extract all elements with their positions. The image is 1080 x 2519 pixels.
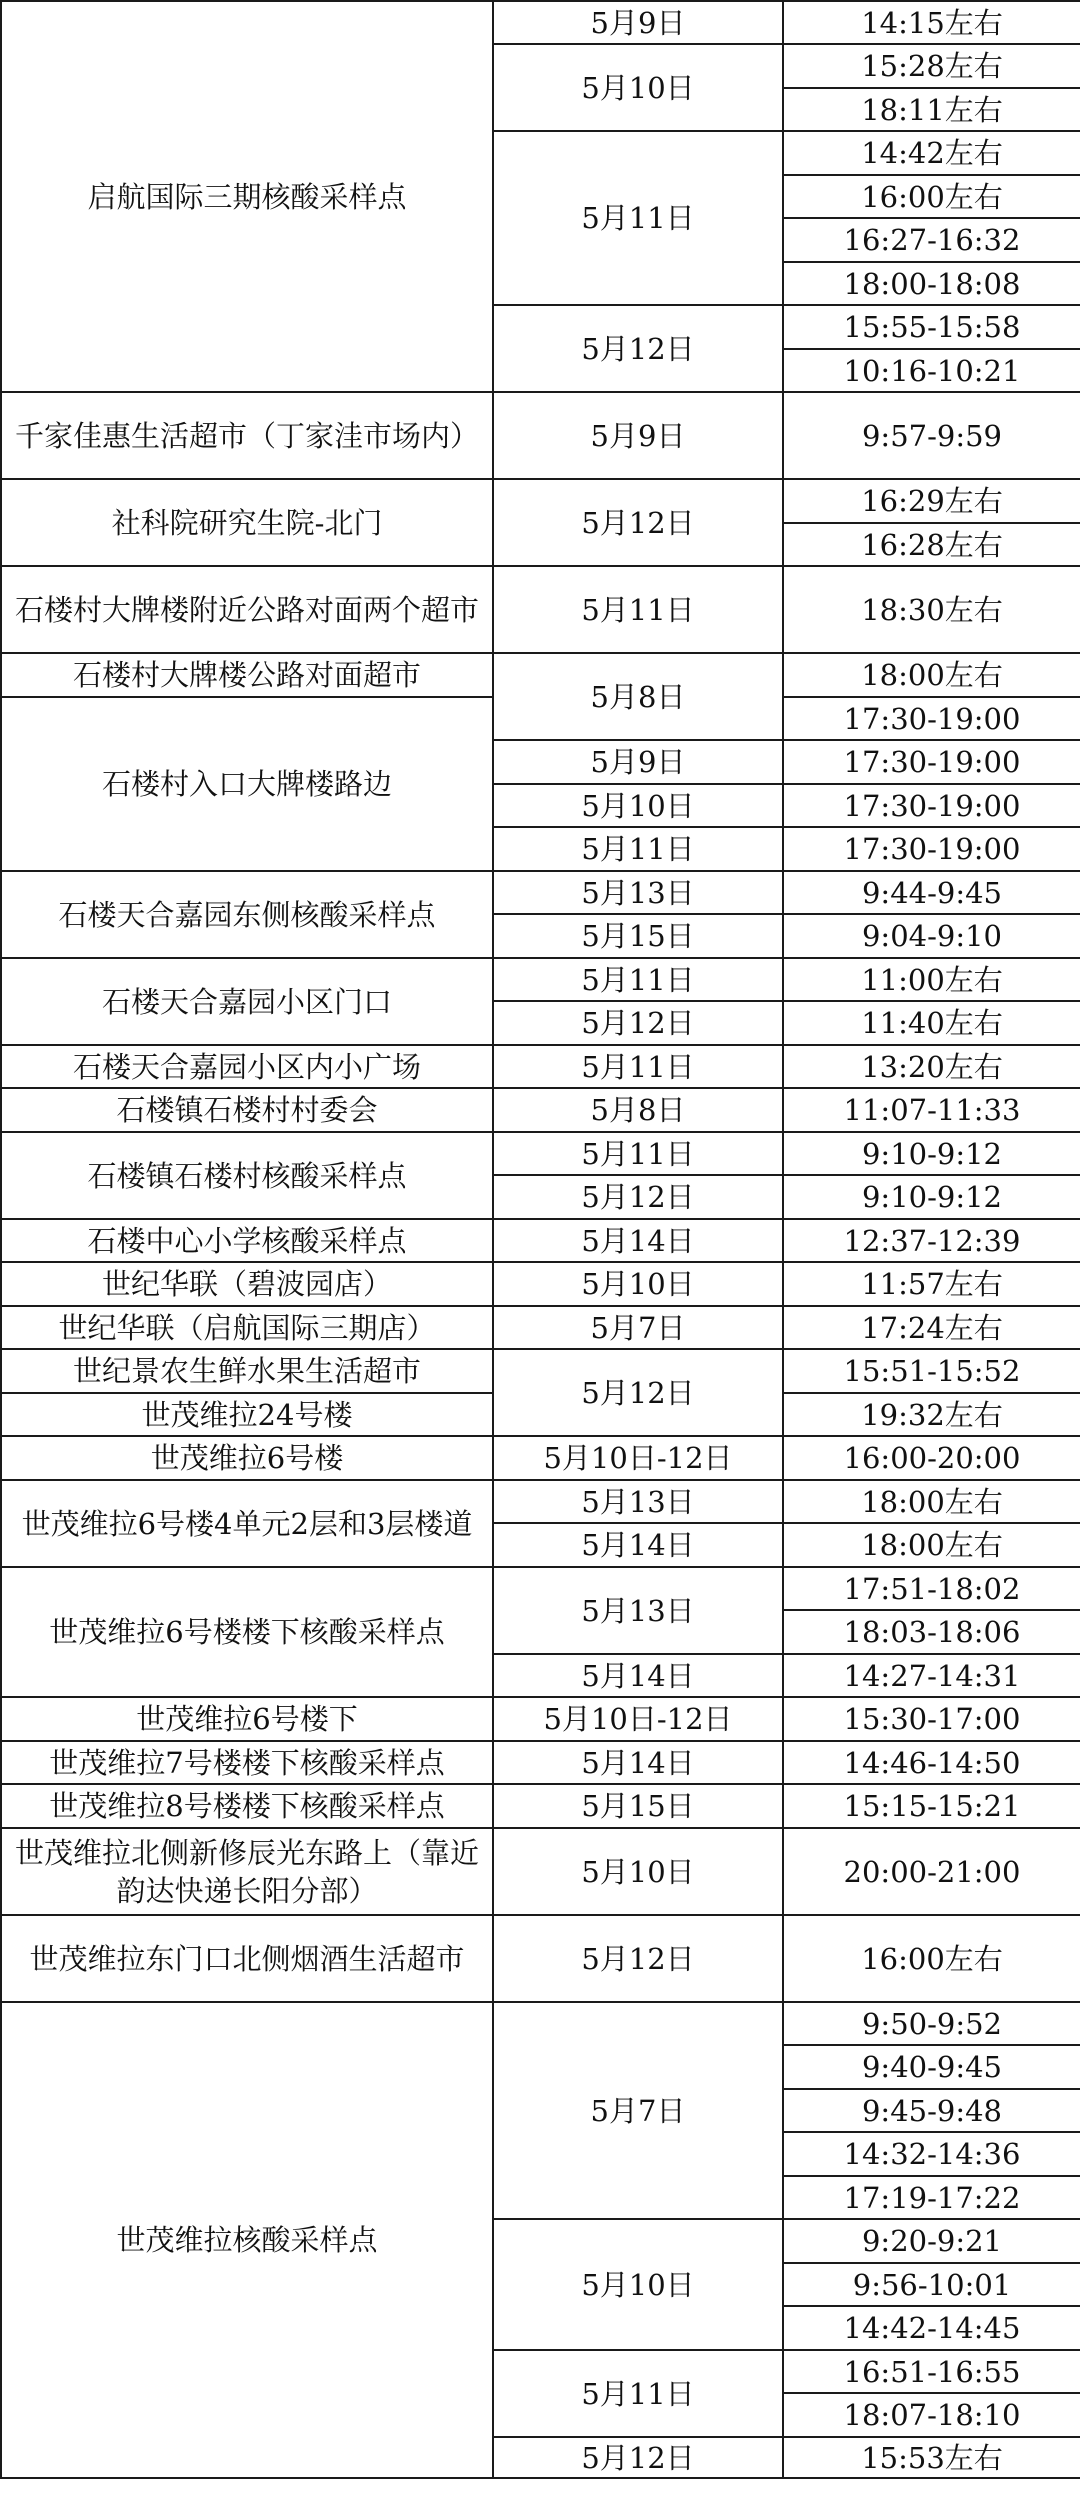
place-cell: 世茂维拉东门口北侧烟酒生活超市 <box>1 1915 493 2002</box>
date-cell: 5月14日 <box>493 1741 783 1784</box>
date-cell: 5月7日 <box>493 1306 783 1349</box>
time-cell: 19:32左右 <box>783 1393 1080 1436</box>
time-cell: 18:03-18:06 <box>783 1610 1080 1654</box>
time-cell: 9:40-9:45 <box>783 2045 1080 2089</box>
time-cell: 17:24左右 <box>783 1306 1080 1349</box>
time-cell: 9:57-9:59 <box>783 392 1080 479</box>
date-cell: 5月11日 <box>493 2350 783 2437</box>
date-cell: 5月14日 <box>493 1654 783 1697</box>
place-cell: 世纪景农生鲜水果生活超市 <box>1 1349 493 1393</box>
time-cell: 9:44-9:45 <box>783 871 1080 914</box>
time-cell: 14:15左右 <box>783 1 1080 44</box>
table-row <box>1 1697 1080 1741</box>
time-cell: 18:00左右 <box>783 653 1080 697</box>
time-cell: 9:04-9:10 <box>783 914 1080 958</box>
time-cell: 16:00-20:00 <box>783 1436 1080 1480</box>
place-cell: 石楼天合嘉园东侧核酸采样点 <box>1 871 493 958</box>
place-cell: 石楼中心小学核酸采样点 <box>1 1219 493 1262</box>
time-cell: 14:27-14:31 <box>783 1654 1080 1697</box>
time-cell: 11:40左右 <box>783 1001 1080 1045</box>
time-cell: 20:00-21:00 <box>783 1828 1080 1915</box>
date-cell: 5月15日 <box>493 1784 783 1828</box>
table-row <box>1 958 1080 1001</box>
time-cell: 14:42左右 <box>783 131 1080 175</box>
time-cell: 18:07-18:10 <box>783 2393 1080 2437</box>
date-cell: 5月10日 <box>493 44 783 131</box>
table-row <box>1 566 1080 610</box>
date-cell: 5月12日 <box>493 2437 783 2478</box>
place-cell: 社科院研究生院-北门 <box>1 479 493 566</box>
place-cell: 世茂维拉6号楼楼下核酸采样点 <box>1 1567 493 1697</box>
time-cell: 15:53左右 <box>783 2437 1080 2478</box>
table-row <box>1 1828 1080 1871</box>
time-cell: 14:46-14:50 <box>783 1741 1080 1784</box>
time-cell: 9:45-9:48 <box>783 2089 1080 2132</box>
date-cell: 5月11日 <box>493 1045 783 1088</box>
table-row <box>1 1045 1080 1088</box>
time-cell: 17:30-19:00 <box>783 827 1080 871</box>
time-cell: 11:00左右 <box>783 958 1080 1001</box>
place-cell: 世茂维拉北侧新修辰光东路上（靠近韵达快递长阳分部） <box>1 1828 493 1915</box>
time-cell: 15:28左右 <box>783 44 1080 88</box>
date-cell: 5月13日 <box>493 1480 783 1523</box>
place-cell: 石楼村大牌楼公路对面超市 <box>1 653 493 697</box>
date-cell: 5月10日 <box>493 2219 783 2350</box>
table-row <box>1 653 1080 697</box>
table-row <box>1 1915 1080 1958</box>
date-cell: 5月11日 <box>493 131 783 305</box>
time-cell: 16:00左右 <box>783 1915 1080 2002</box>
place-cell: 世茂维拉6号楼下 <box>1 1697 493 1741</box>
table-row <box>1 1567 1080 1610</box>
place-cell: 世纪华联（碧波园店） <box>1 1262 493 1306</box>
table-row <box>1 1436 1080 1480</box>
date-cell: 5月15日 <box>493 914 783 958</box>
table-row <box>1 479 1080 523</box>
date-cell: 5月12日 <box>493 305 783 392</box>
date-cell: 5月8日 <box>493 1088 783 1132</box>
time-cell: 9:20-9:21 <box>783 2219 1080 2263</box>
date-cell: 5月12日 <box>493 1001 783 1045</box>
time-cell: 10:16-10:21 <box>783 349 1080 392</box>
table-row <box>1 1741 1080 1784</box>
time-cell: 12:37-12:39 <box>783 1219 1080 1262</box>
date-cell: 5月8日 <box>493 653 783 740</box>
time-cell: 15:15-15:21 <box>783 1784 1080 1828</box>
date-cell: 5月10日 <box>493 784 783 827</box>
date-cell: 5月10日 <box>493 1828 783 1915</box>
time-cell: 16:00左右 <box>783 175 1080 218</box>
time-cell: 15:30-17:00 <box>783 1697 1080 1741</box>
table-row <box>1 1784 1080 1828</box>
time-cell: 11:07-11:33 <box>783 1088 1080 1132</box>
time-cell: 15:51-15:52 <box>783 1349 1080 1393</box>
table-row <box>1 1132 1080 1175</box>
time-cell: 14:42-14:45 <box>783 2306 1080 2350</box>
date-cell: 5月9日 <box>493 1 783 44</box>
time-cell: 9:10-9:12 <box>783 1175 1080 1219</box>
place-cell: 世茂维拉6号楼 <box>1 1436 493 1480</box>
table-row <box>1 392 1080 436</box>
table-row <box>1 871 1080 914</box>
date-cell: 5月14日 <box>493 1523 783 1567</box>
date-cell: 5月11日 <box>493 827 783 871</box>
date-cell: 5月12日 <box>493 1915 783 2002</box>
date-cell: 5月12日 <box>493 479 783 566</box>
table-row <box>1 1306 1080 1349</box>
place-cell: 世茂维拉6号楼4单元2层和3层楼道 <box>1 1480 493 1567</box>
date-cell: 5月12日 <box>493 1175 783 1219</box>
place-cell: 石楼镇石楼村村委会 <box>1 1088 493 1132</box>
time-cell: 17:30-19:00 <box>783 697 1080 740</box>
date-cell: 5月13日 <box>493 1567 783 1654</box>
time-cell: 16:29左右 <box>783 479 1080 523</box>
table-row <box>1 1262 1080 1306</box>
time-cell: 17:30-19:00 <box>783 740 1080 784</box>
place-cell: 石楼村大牌楼附近公路对面两个超市 <box>1 566 493 653</box>
table-row <box>1 1088 1080 1132</box>
place-cell: 石楼天合嘉园小区内小广场 <box>1 1045 493 1088</box>
date-cell: 5月10日-12日 <box>493 1697 783 1741</box>
time-cell: 17:30-19:00 <box>783 784 1080 827</box>
place-cell: 世茂维拉核酸采样点 <box>1 2002 493 2478</box>
date-cell: 5月13日 <box>493 871 783 914</box>
place-cell: 世纪华联（启航国际三期店） <box>1 1306 493 1349</box>
date-cell: 5月14日 <box>493 1219 783 1262</box>
time-cell: 14:32-14:36 <box>783 2132 1080 2176</box>
time-cell: 16:27-16:32 <box>783 218 1080 262</box>
date-cell: 5月7日 <box>493 2002 783 2219</box>
table-row <box>1 1 1080 44</box>
date-cell: 5月10日 <box>493 1262 783 1306</box>
time-cell: 15:55-15:58 <box>783 305 1080 349</box>
place-cell: 世茂维拉8号楼楼下核酸采样点 <box>1 1784 493 1828</box>
schedule-table-body <box>1 1 1080 2478</box>
place-cell: 石楼天合嘉园小区门口 <box>1 958 493 1045</box>
place-cell: 世茂维拉7号楼楼下核酸采样点 <box>1 1741 493 1784</box>
date-cell: 5月12日 <box>493 1349 783 1436</box>
time-cell: 18:30左右 <box>783 566 1080 653</box>
time-cell: 17:51-18:02 <box>783 1567 1080 1610</box>
date-cell: 5月11日 <box>493 1132 783 1175</box>
date-cell: 5月11日 <box>493 566 783 653</box>
time-cell: 16:28左右 <box>783 523 1080 566</box>
time-cell: 9:10-9:12 <box>783 1132 1080 1175</box>
place-cell: 石楼村入口大牌楼路边 <box>1 697 493 871</box>
date-cell: 5月10日-12日 <box>493 1436 783 1480</box>
place-cell: 千家佳惠生活超市（丁家洼市场内） <box>1 392 493 479</box>
time-cell: 9:56-10:01 <box>783 2263 1080 2306</box>
time-cell: 11:57左右 <box>783 1262 1080 1306</box>
place-cell: 世茂维拉24号楼 <box>1 1393 493 1436</box>
place-cell: 石楼镇石楼村核酸采样点 <box>1 1132 493 1219</box>
table-row <box>1 1480 1080 1523</box>
time-cell: 18:00-18:08 <box>783 262 1080 305</box>
time-cell: 13:20左右 <box>783 1045 1080 1088</box>
date-cell: 5月11日 <box>493 958 783 1001</box>
table-row <box>1 1219 1080 1262</box>
table-row <box>1 1349 1080 1393</box>
time-cell: 18:00左右 <box>783 1480 1080 1523</box>
date-cell: 5月9日 <box>493 740 783 784</box>
time-cell: 18:00左右 <box>783 1523 1080 1567</box>
time-cell: 16:51-16:55 <box>783 2350 1080 2393</box>
table-row <box>1 2002 1080 2045</box>
date-cell: 5月9日 <box>493 392 783 479</box>
time-cell: 18:11左右 <box>783 88 1080 131</box>
time-cell: 17:19-17:22 <box>783 2176 1080 2219</box>
time-cell: 9:50-9:52 <box>783 2002 1080 2045</box>
place-cell: 启航国际三期核酸采样点 <box>1 1 493 392</box>
